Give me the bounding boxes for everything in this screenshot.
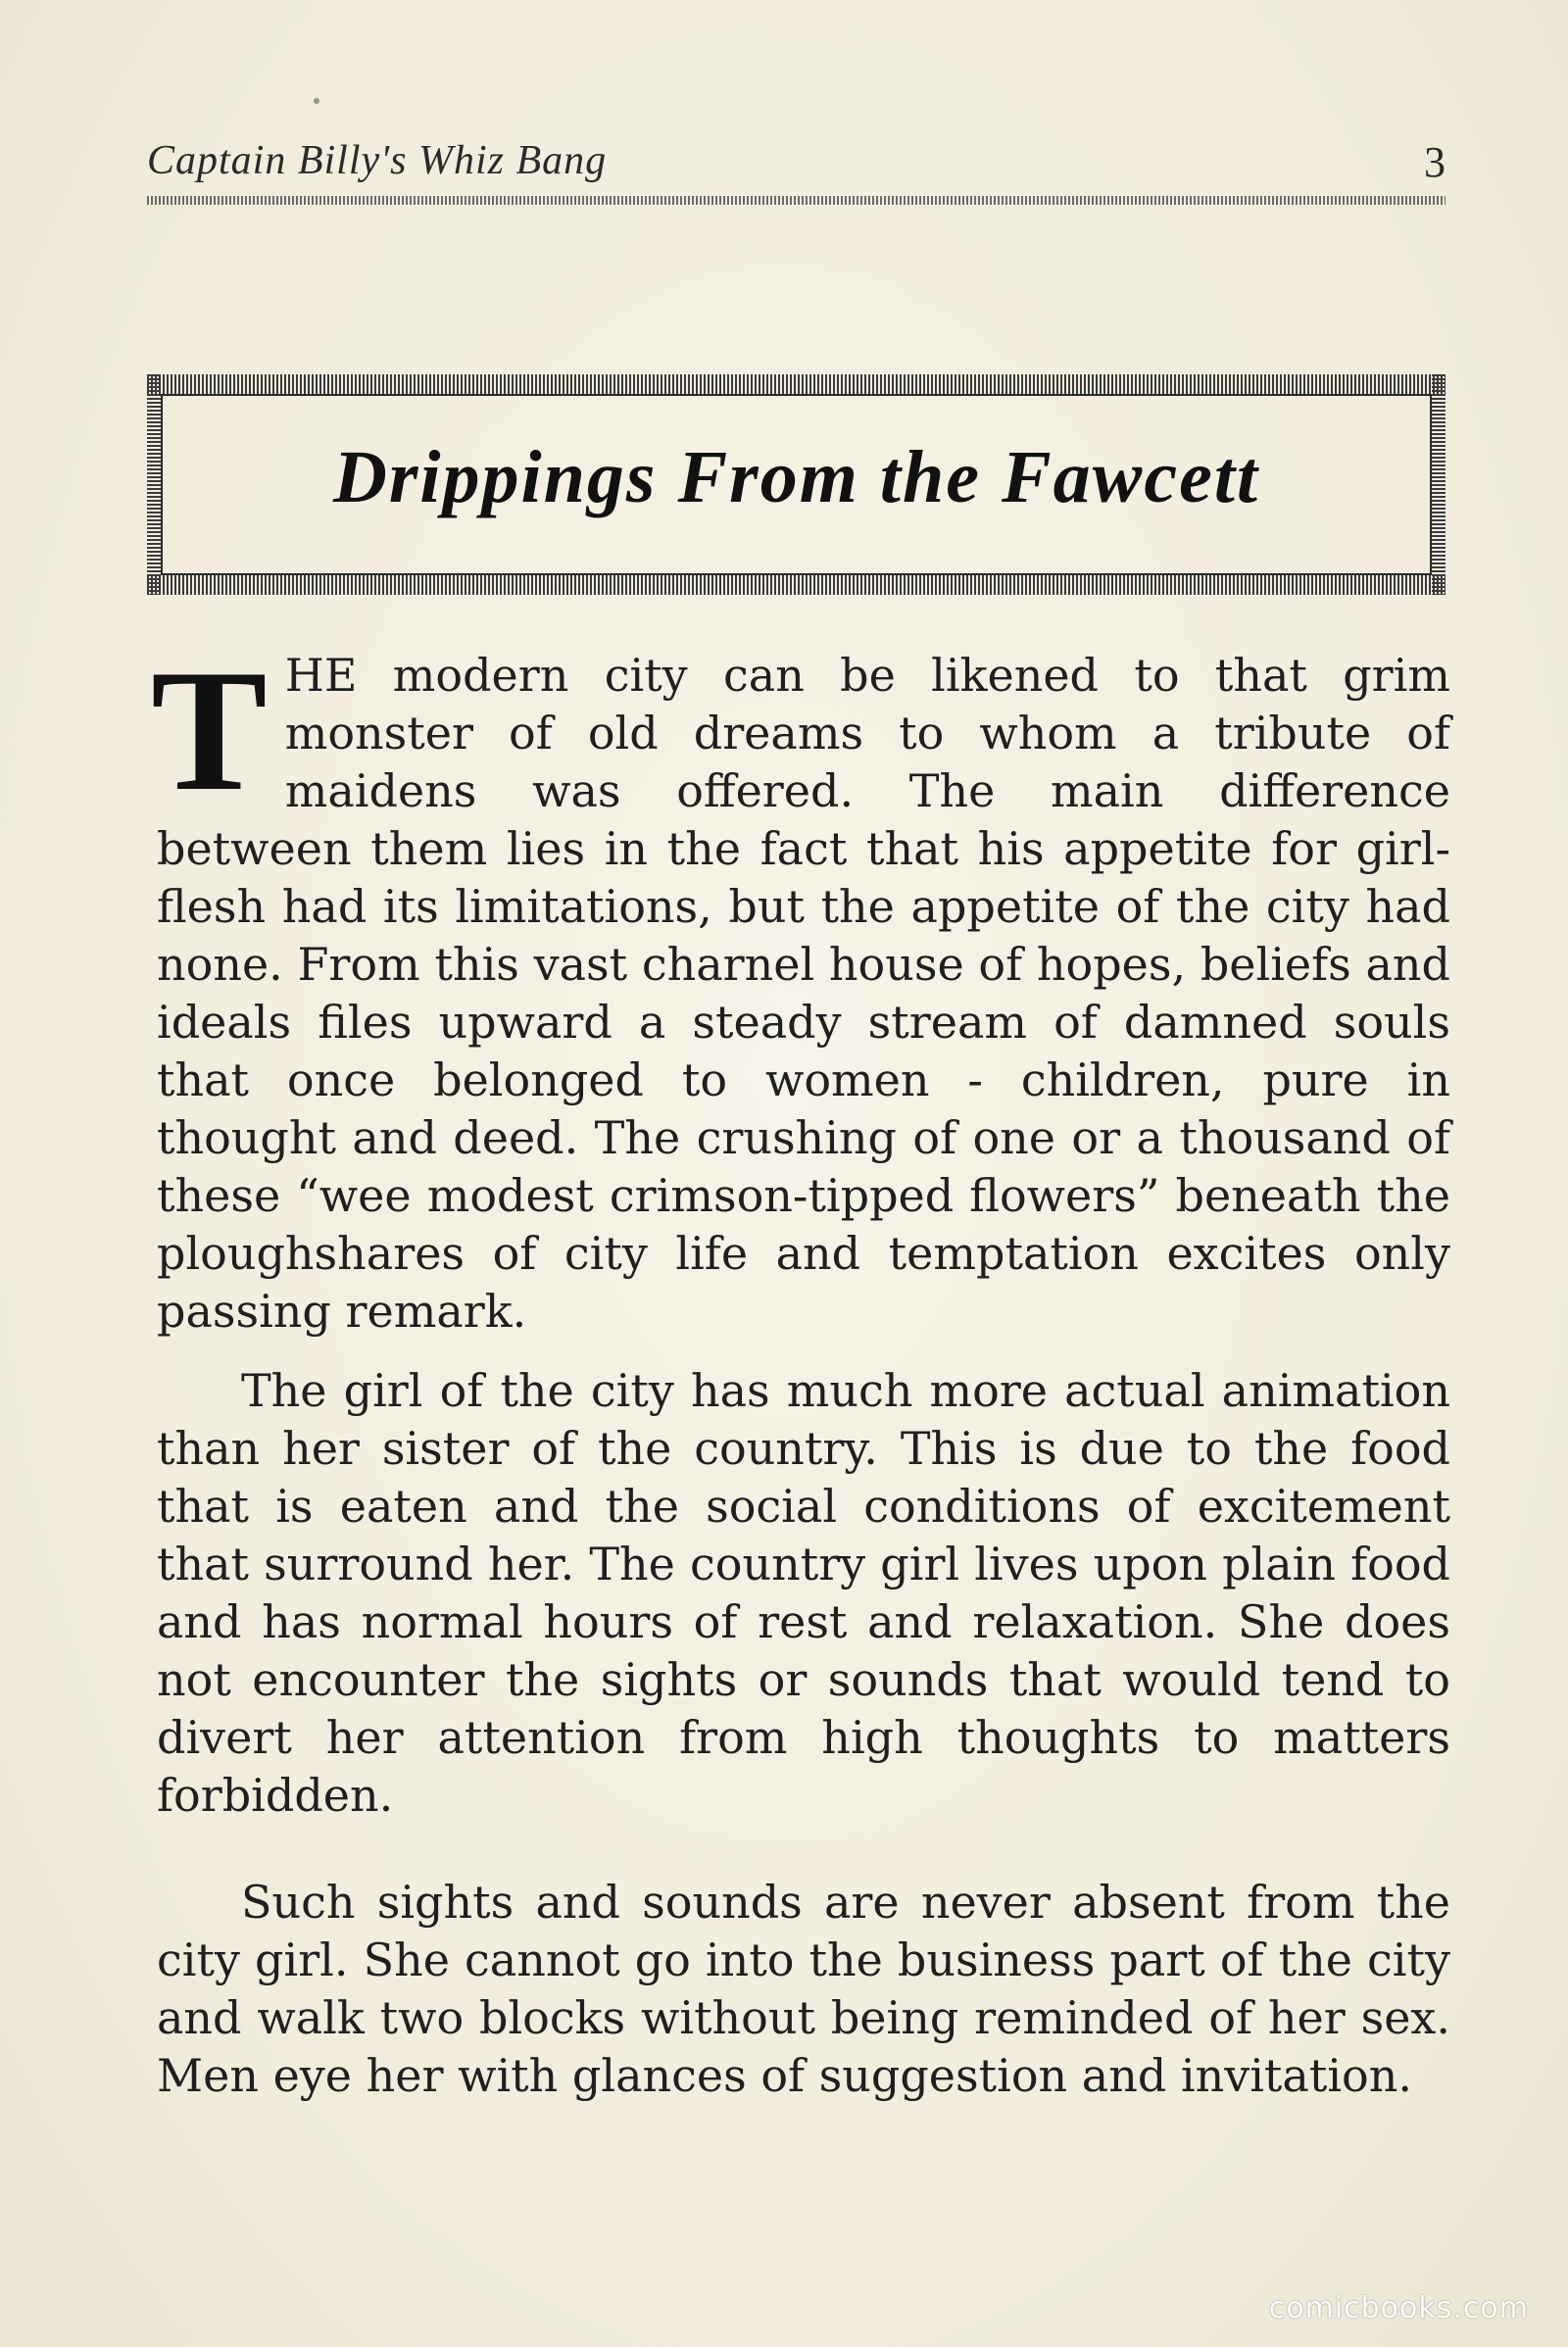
print-speck xyxy=(314,98,319,104)
title-box-bottom-border xyxy=(147,575,1446,595)
title-box-top-border xyxy=(147,374,1446,394)
running-head-title: Captain Billy's Whiz Bang xyxy=(147,138,608,183)
drop-cap: T xyxy=(151,633,268,827)
article-paragraph-3: Such sights and sounds are never absent from the city girl. She cannot go into the business part of the city and walk two blocks without being reminded of her sex. Men eye her with glances of suggestion and invitation. xyxy=(157,1876,1450,2102)
running-head-rule xyxy=(147,196,1446,205)
article-body xyxy=(151,633,1450,2105)
article-paragraph-2: The girl of the city has much more actual animation than her sister of the country. This is due to the food that is eaten and the social conditions of excitement that surround her. The country girl lives upon plain food and has normal hours of rest and relaxation. She does not encounter the sights or sounds that would tend to divert her attention from high thoughts to matters forbidden. xyxy=(157,1364,1450,1822)
article-title-box xyxy=(147,374,1446,595)
article-title: Drippings From the Fawcett xyxy=(332,436,1260,518)
watermark: comicbooks.com xyxy=(1268,2291,1529,2325)
article-paragraph-1 xyxy=(151,633,1450,1341)
page-number: 3 xyxy=(1424,138,1446,186)
running-head xyxy=(147,137,1446,196)
paragraph-1-text: HE modern city can be likened to that grim monster of old dreams to whom a tribute of maidens was offered. The main difference between them lies in the fact that his appetite for girl-flesh had its limitations, but the appetite of the city had none. From this vast charnel house of hopes, beliefs and ideals files upward a steady stream of damned souls that once belonged to women - children, pure in thought and deed. The crushing of one or a thousand of these “wee modest crimson-tipped flowers” beneath the ploughshares of city life and temptation excites only passing remark. xyxy=(157,649,1450,1338)
